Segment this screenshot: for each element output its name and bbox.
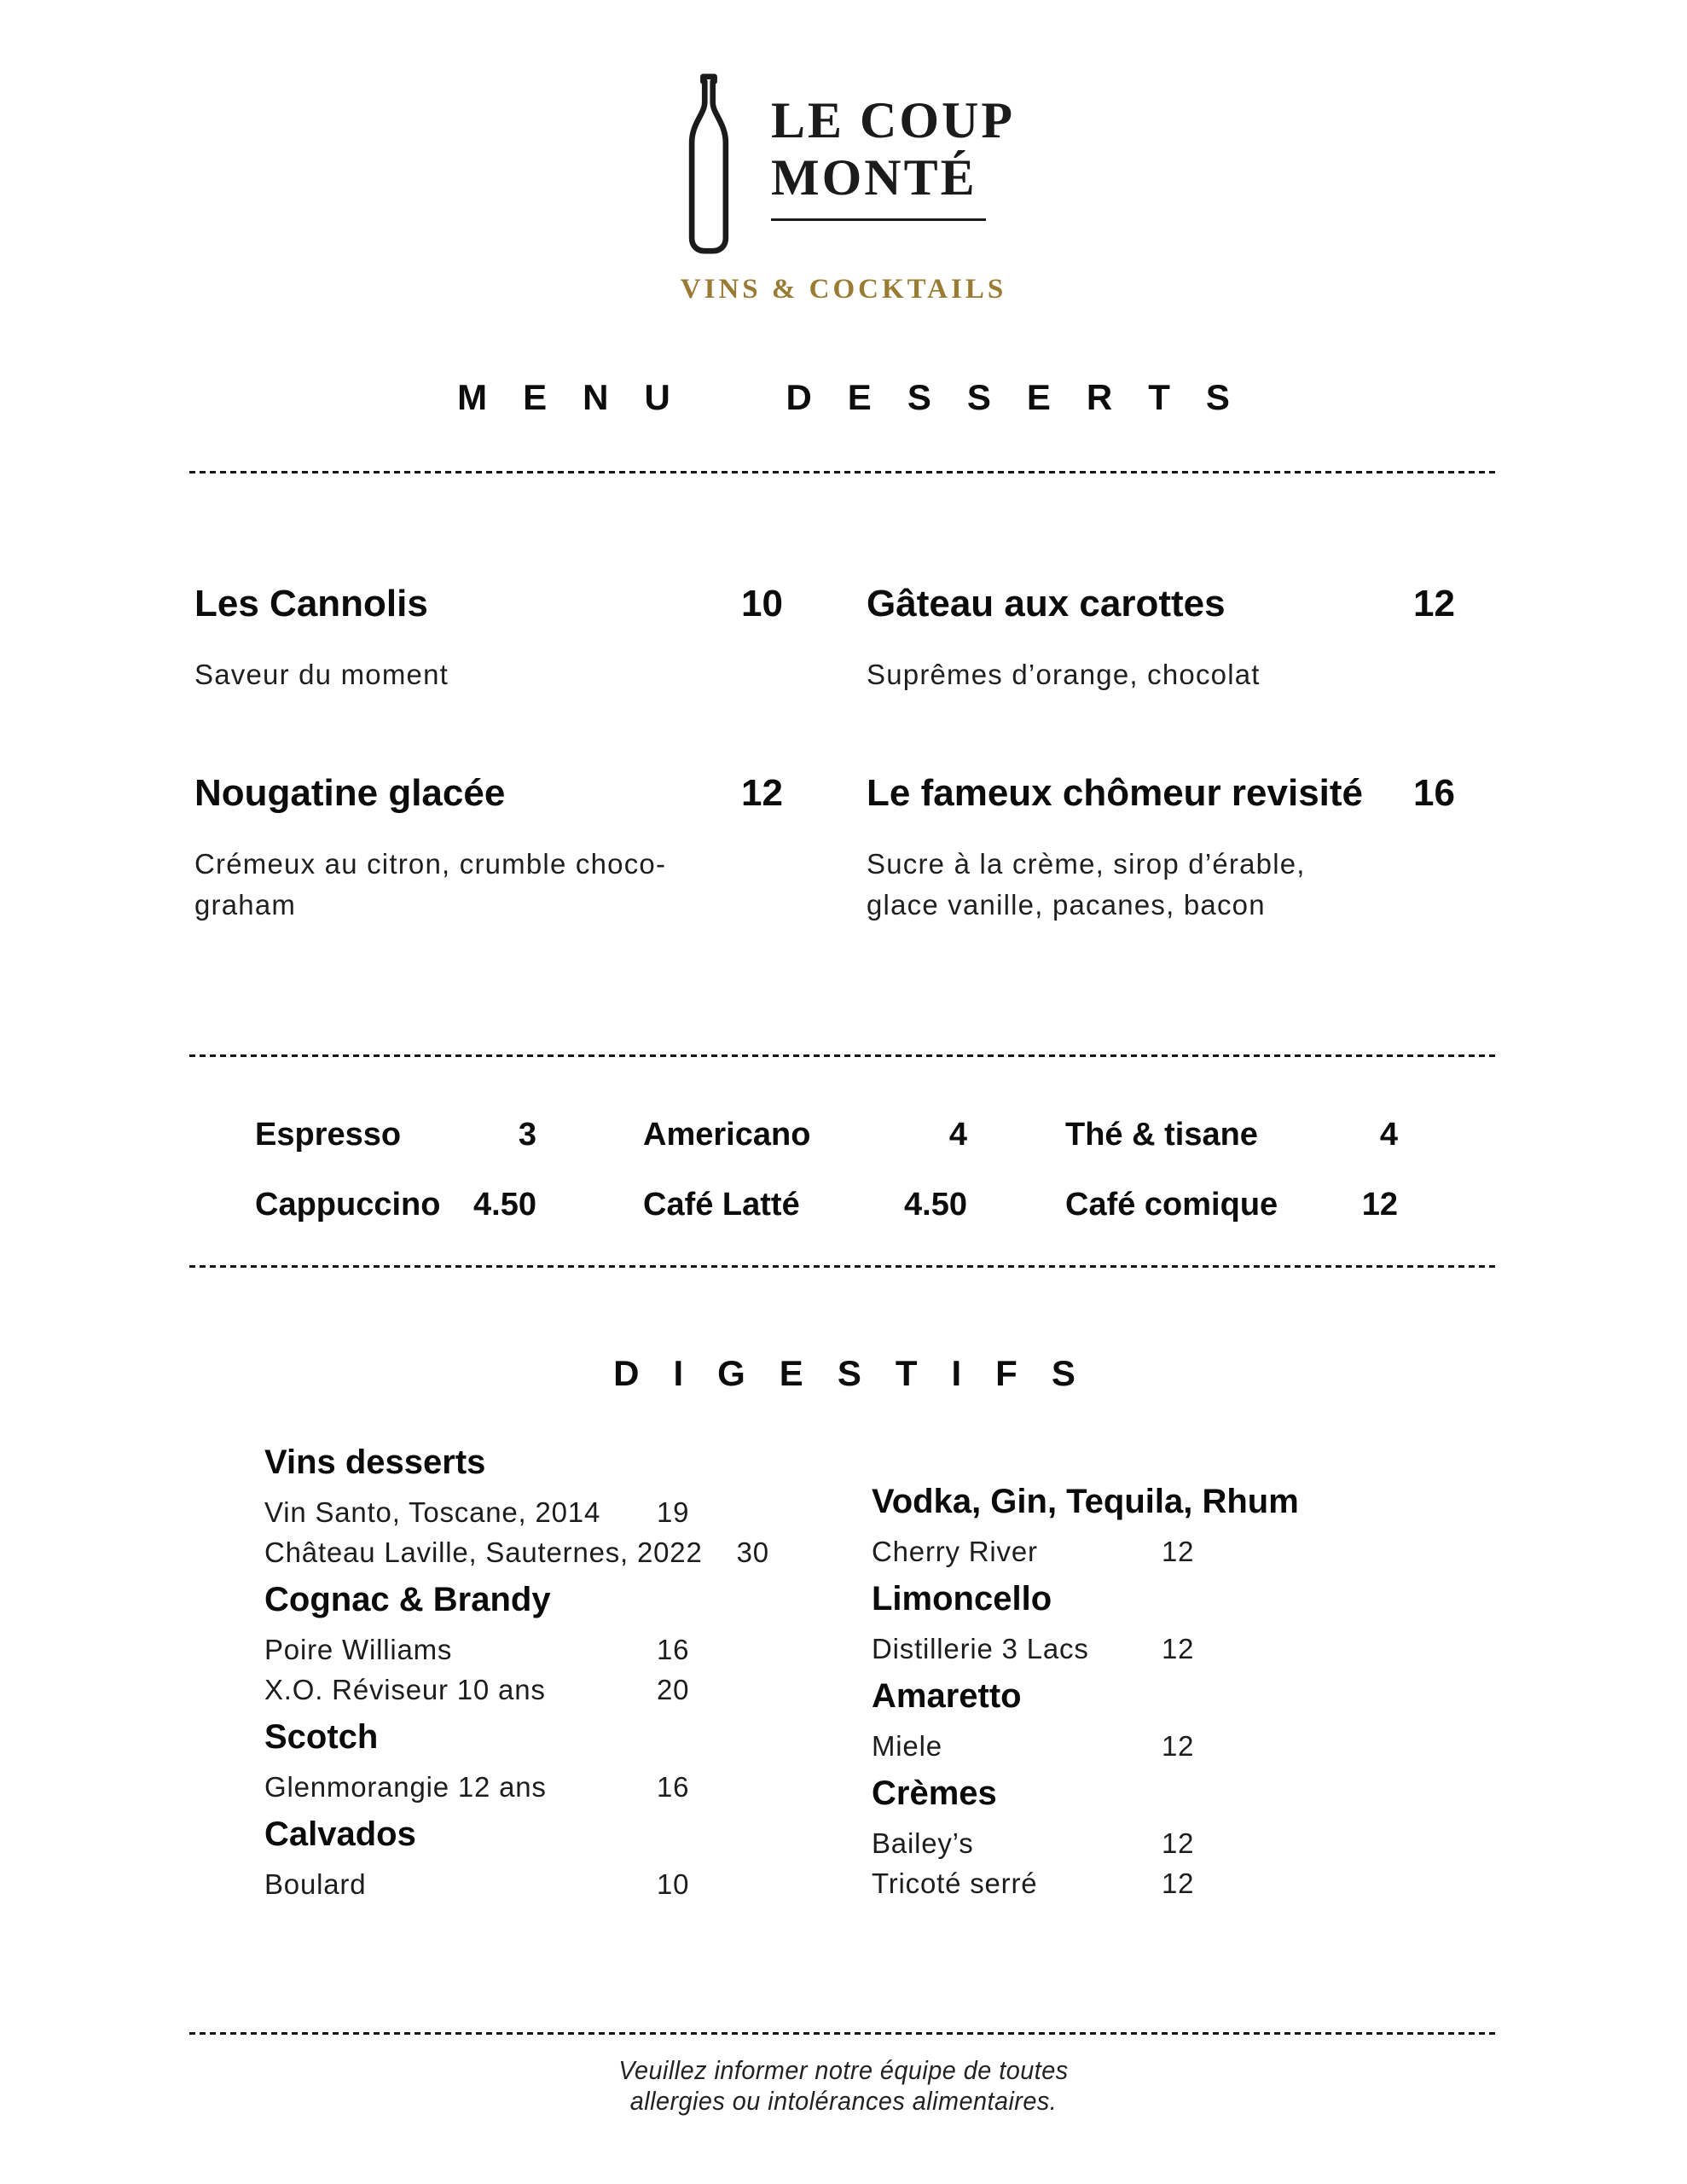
digestif-item	[264, 1767, 861, 1807]
wine-bottle-icon	[672, 73, 745, 258]
coffee-name: Café Latté	[643, 1186, 800, 1223]
digestif-group	[264, 1581, 861, 1710]
digestif-name: Miele	[872, 1729, 942, 1762]
allergy-notice-line2: allergies ou intolérances alimentaires.	[629, 2086, 1058, 2117]
digestif-group-title: Limoncello	[872, 1579, 1052, 1618]
digestif-item	[872, 1726, 1498, 1766]
dashed-divider	[189, 1265, 1498, 1268]
digestif-group-title: Vins desserts	[264, 1443, 486, 1481]
menu-page	[189, 0, 1498, 2117]
digestif-group-title: Calvados	[264, 1815, 416, 1853]
dessert-name: Le fameux chômeur revisité	[867, 772, 1364, 815]
digestif-name: Château Laville, Sauternes, 2022	[264, 1536, 703, 1568]
dessert-item	[867, 583, 1455, 695]
dessert-name: Nougatine glacée	[194, 772, 506, 815]
digestifs-right-column	[872, 1435, 1498, 1908]
dashed-divider	[189, 2032, 1498, 2035]
digestif-group	[872, 1580, 1498, 1669]
digestif-price: 16	[657, 1770, 690, 1803]
dessert-description: Crémeux au citron, crumble choco-graham	[194, 848, 667, 921]
coffee-section	[255, 1113, 1498, 1226]
digestif-group-title: Crèmes	[872, 1774, 997, 1812]
digestif-group	[872, 1677, 1498, 1766]
coffee-item	[643, 1183, 967, 1226]
digestif-name: X.O. Réviseur 10 ans	[264, 1673, 546, 1705]
coffee-price: 4.50	[904, 1186, 967, 1223]
digestif-item	[264, 1864, 861, 1904]
coffee-column	[255, 1113, 536, 1226]
coffee-column	[643, 1113, 967, 1226]
coffee-price: 3	[518, 1116, 536, 1153]
dessert-item	[867, 772, 1455, 926]
coffee-column	[1065, 1113, 1398, 1226]
digestif-price: 12	[1162, 1827, 1195, 1859]
digestif-name: Glenmorangie 12 ans	[264, 1770, 547, 1803]
digestif-name: Distillerie 3 Lacs	[872, 1632, 1089, 1664]
dessert-name: Gâteau aux carottes	[867, 583, 1226, 624]
digestif-name: Poire Williams	[264, 1633, 453, 1665]
digestif-item	[872, 1823, 1498, 1863]
dessert-price: 10	[741, 583, 783, 624]
digestif-price: 12	[1162, 1867, 1195, 1899]
digestif-name: Tricoté serré	[872, 1867, 1038, 1899]
digestif-price: 20	[657, 1673, 690, 1705]
digestif-group-title: Scotch	[264, 1717, 379, 1756]
brand-divider	[771, 218, 986, 221]
dashed-divider	[189, 471, 1498, 473]
coffee-item	[643, 1113, 967, 1156]
digestif-group	[872, 1483, 1498, 1571]
coffee-name: Café comique	[1065, 1186, 1278, 1223]
digestifs-heading: DIGESTIFS	[613, 1352, 1110, 1393]
digestif-price: 12	[1162, 1632, 1195, 1664]
digestif-item	[264, 1670, 861, 1710]
digestif-price: 30	[736, 1536, 769, 1568]
allergy-notice-line1: Veuillez informer notre équipe de toutes	[618, 2054, 1069, 2085]
coffee-price: 4	[948, 1116, 967, 1153]
coffee-item	[1065, 1113, 1398, 1156]
digestif-price: 12	[1162, 1535, 1195, 1567]
coffee-item	[1065, 1183, 1398, 1226]
coffee-item	[255, 1113, 536, 1156]
dessert-description: Suprêmes d’orange, chocolat	[867, 659, 1261, 690]
digestif-group	[264, 1815, 861, 1904]
digestif-group	[264, 1443, 861, 1572]
digestif-price: 16	[657, 1633, 690, 1665]
digestif-name: Boulard	[264, 1867, 367, 1900]
digestif-group-title: Cognac & Brandy	[264, 1580, 551, 1618]
digestif-item	[264, 1629, 861, 1670]
digestif-group	[872, 1774, 1498, 1903]
brand-tagline: VINS & COCKTAILS	[680, 274, 1007, 305]
digestif-name: Cherry River	[872, 1535, 1038, 1567]
digestif-item	[872, 1531, 1498, 1571]
dessert-item	[194, 583, 783, 695]
digestif-group	[264, 1718, 861, 1807]
dessert-price: 12	[1413, 583, 1455, 624]
coffee-name: Cappuccino	[255, 1186, 441, 1223]
digestif-name: Vin Santo, Toscane, 2014	[264, 1496, 601, 1528]
digestif-price: 10	[657, 1867, 690, 1900]
digestifs-grid	[264, 1435, 1498, 1908]
dessert-item	[194, 772, 783, 926]
menu-desserts-heading: MENU DESSERTS	[457, 377, 1266, 417]
digestif-group-title: Amaretto	[872, 1676, 1022, 1715]
dashed-divider	[189, 1054, 1498, 1057]
allergy-notice	[235, 2055, 1452, 2117]
brand-name-line2: MONTÉ	[770, 149, 977, 206]
coffee-price: 12	[1361, 1186, 1398, 1223]
dessert-name: Les Cannolis	[194, 583, 428, 624]
digestif-item	[872, 1629, 1498, 1669]
coffee-name: Thé & tisane	[1065, 1116, 1258, 1153]
digestif-name: Bailey’s	[872, 1827, 974, 1859]
brand-logo	[189, 73, 1498, 305]
dessert-price: 12	[741, 772, 783, 815]
digestif-item	[264, 1532, 861, 1572]
coffee-price: 4.50	[473, 1186, 536, 1223]
coffee-item	[255, 1183, 536, 1226]
digestif-item	[872, 1863, 1498, 1903]
digestif-item	[264, 1492, 861, 1532]
coffee-name: Americano	[643, 1116, 811, 1153]
digestifs-left-column	[264, 1435, 861, 1908]
coffee-name: Espresso	[255, 1116, 402, 1153]
dessert-price: 16	[1413, 772, 1455, 815]
digestif-price: 19	[657, 1496, 690, 1528]
dessert-description: Saveur du moment	[194, 659, 449, 690]
desserts-grid	[189, 583, 1498, 926]
coffee-price: 4	[1379, 1116, 1398, 1153]
digestif-price: 12	[1162, 1729, 1195, 1762]
dessert-description: Sucre à la crème, sirop d’érable, glace vanille, pacanes, bacon	[867, 848, 1306, 921]
digestif-group-title: Vodka, Gin, Tequila, Rhum	[872, 1482, 1299, 1520]
brand-name-line1: LE COUP	[770, 92, 1016, 148]
